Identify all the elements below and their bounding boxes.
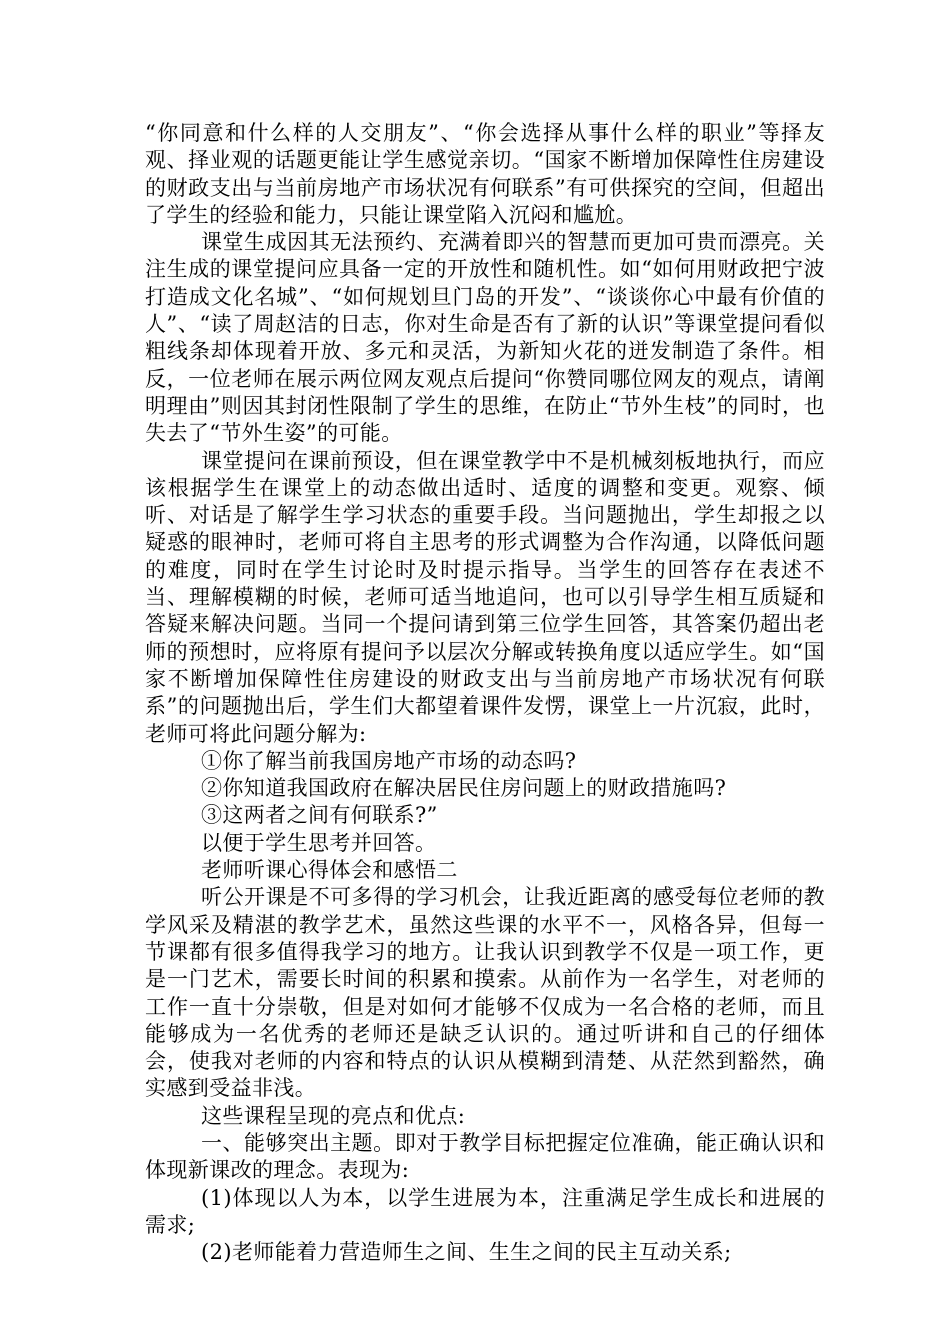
question-item-1: ①你了解当前我国房地产市场的动态吗? xyxy=(201,748,577,773)
paragraph-5: 听公开课是不可多得的学习机会，让我近距离的感受每位老师的教学风采及精湛的教学艺术，虽然这些课的水平不一，风格各异，但每一节课都有很多值得我学习的地方。让我认识到教学不仅是一项工作，更是一门艺术，需要长时间的积累和摸索。从前作为一名学生，对老师的工作一直十分崇敬，但是对如何才能够不仅成为一名合格的老师，而且能够成为一名优秀的老师还是缺乏认识的。通过听讲和自己的仔细体会，使我对老师的内容和特点的认识从模糊到清楚、从茫然到豁然，确实感到受益非浅。 xyxy=(145,885,825,1101)
document-page xyxy=(145,120,825,1266)
paragraph-6: 这些课程呈现的亮点和优点: xyxy=(201,1103,466,1128)
section-heading: 老师听课心得体会和感悟二 xyxy=(201,858,458,883)
list-item-1: (1)体现以人为本，以学生进展为本，注重满足学生成长和进展的需求; xyxy=(145,1185,825,1237)
question-item-2: ②你知道我国政府在解决居民住房问题上的财政措施吗? xyxy=(201,776,727,801)
paragraph-4: 以便于学生思考并回答。 xyxy=(201,830,437,855)
paragraph-1: “你同意和什么样的人交朋友”、“你会选择从事什么样的职业”等择友观、择业观的话题更能让学生感觉亲切。“国家不断增加保障性住房建设的财政支出与当前房地产市场状况有何联系”有可供探究的空间，但超出了学生的经验和能力，只能让课堂陷入沉闷和尴尬。 xyxy=(145,121,825,227)
paragraph-3: 课堂提问在课前预设，但在课堂教学中不是机械刻板地执行，而应该根据学生在课堂上的动态做出适时、适度的调整和变更。观察、倾听、对话是了解学生学习状态的重要手段。当问题抛出，学生却报之以疑惑的眼神时，老师可将自主思考的形式调整为合作沟通，以降低问题的难度，同时在学生讨论时及时提示指导。当学生的回答存在表述不当、理解模糊的时候，老师可适当地追问，也可以引导学生相互质疑和答疑来解决问题。当同一个提问请到第三位学生回答，其答案仍超出老师的预想时，应将原有提问予以层次分解或转换角度以适应学生。如“国家不断增加保障性住房建设的财政支出与当前房地产市场状况有何联系”的问题抛出后，学生们大都望着课件发愣，课堂上一片沉寂，此时，老师可将此问题分解为: xyxy=(145,448,825,746)
list-item-2: (2)老师能着力营造师生之间、生生之间的民主互动关系; xyxy=(201,1240,732,1265)
question-item-3: ③这两者之间有何联系?” xyxy=(201,803,438,828)
paragraph-7: 一、能够突出主题。即对于教学目标把握定位准确，能正确认识和体现新课改的理念。表现为: xyxy=(145,1130,825,1183)
paragraph-2: 课堂生成因其无法预约、充满着即兴的智慧而更加可贵而漂亮。关注生成的课堂提问应具备一定的开放性和随机性。如“如何用财政把宁波打造成文化名城”、“如何规划旦门岛的开发”、“谈谈你心中最有价值的人”、“读了周赵洁的日志，你对生命是否有了新的认识”等课堂提问看似粗线条却体现着开放、多元和灵活，为新知火花的迸发制造了条件。相反，一位老师在展示两位网友观点后提问“你赞同哪位网友的观点，请阐明理由”则因其封闭性限制了学生的思维，在防止“节外生枝”的同时，也失去了“节外生姿”的可能。 xyxy=(145,230,825,446)
